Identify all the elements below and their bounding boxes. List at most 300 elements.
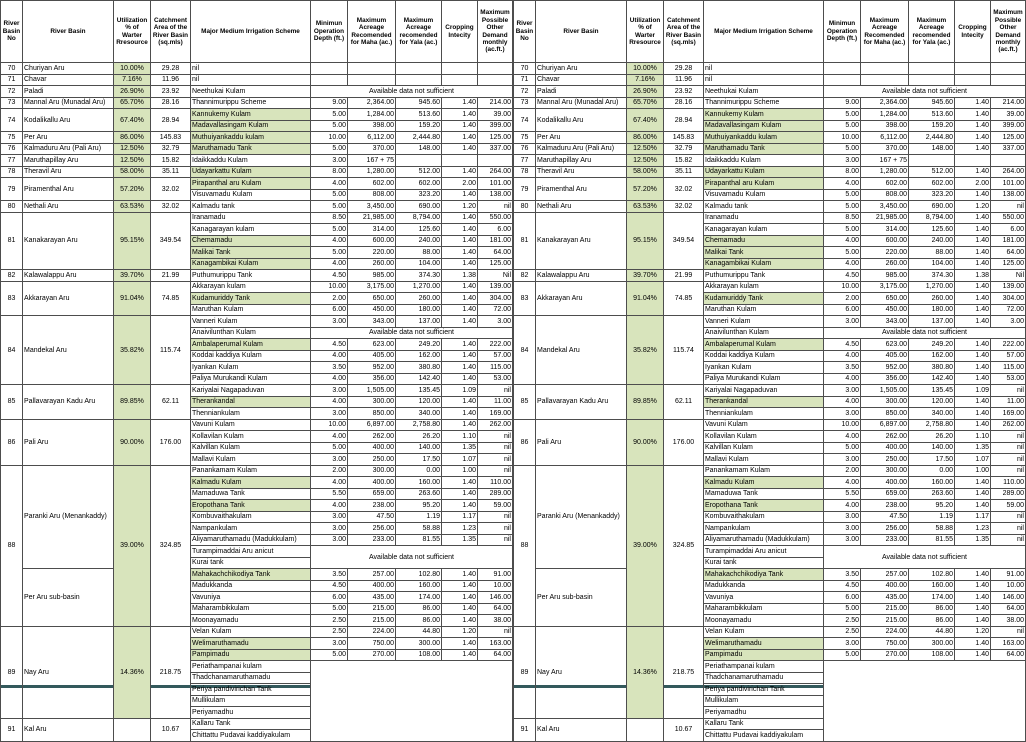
min-depth: 3.00 bbox=[311, 316, 348, 328]
catchment-area: 10.67 bbox=[664, 718, 704, 741]
basin-no: 79 bbox=[1, 178, 23, 201]
scheme-name: Vavuni Kulam bbox=[191, 419, 311, 431]
catchment-area: 32.02 bbox=[151, 201, 191, 213]
utilization: 12.50% bbox=[627, 155, 664, 167]
utilization: 10.00% bbox=[627, 63, 664, 75]
yala-acreage: 162.00 bbox=[909, 350, 955, 362]
col-header-8: Cropping Intecity bbox=[955, 1, 991, 63]
yala-acreage: 88.00 bbox=[909, 247, 955, 259]
other-demand: 38.00 bbox=[991, 615, 1026, 627]
scheme-name: Anaivilunthan Kulam bbox=[191, 327, 311, 339]
catchment-area: 32.02 bbox=[664, 201, 704, 213]
catchment-area: 23.92 bbox=[664, 86, 704, 98]
maha-acreage: 356.00 bbox=[348, 373, 396, 385]
yala-acreage: 95.20 bbox=[909, 500, 955, 512]
basin-no: 73 bbox=[514, 97, 536, 109]
scheme-name: Neethukai Kulam bbox=[191, 86, 311, 98]
maha-acreage: 262.00 bbox=[861, 431, 909, 443]
maha-acreage: 400.00 bbox=[861, 580, 909, 592]
maha-acreage: 300.00 bbox=[861, 396, 909, 408]
min-depth: 4.00 bbox=[311, 396, 348, 408]
min-depth: 2.00 bbox=[311, 293, 348, 305]
other-demand: 304.00 bbox=[478, 293, 513, 305]
table-row bbox=[514, 385, 1026, 397]
yala-acreage: 104.00 bbox=[909, 258, 955, 270]
yala-acreage bbox=[396, 74, 442, 86]
catchment-area: 21.99 bbox=[151, 270, 191, 282]
catchment-area: 28.94 bbox=[151, 109, 191, 132]
scheme-name: Thadchanamaruthamadu bbox=[191, 672, 311, 684]
basin-no: 70 bbox=[514, 63, 536, 75]
yala-acreage: 135.45 bbox=[396, 385, 442, 397]
basin-name: Chavar bbox=[536, 74, 627, 86]
maha-acreage: 1,280.00 bbox=[348, 166, 396, 178]
min-depth: 5.00 bbox=[824, 603, 861, 615]
scheme-name: Mamaduwa Tank bbox=[191, 488, 311, 500]
basin-no: 80 bbox=[514, 201, 536, 213]
yala-acreage: 160.00 bbox=[909, 580, 955, 592]
basin-no: 78 bbox=[1, 166, 23, 178]
other-demand: nil bbox=[478, 442, 513, 454]
col-header-9: Maximum Possible Other Demand monthly (ac.ft.) bbox=[478, 1, 513, 63]
maha-acreage bbox=[861, 74, 909, 86]
scheme-name: Thenniankulam bbox=[704, 408, 824, 420]
scheme-name: Pirapanthal aru Kulam bbox=[704, 178, 824, 190]
cropping-intensity: 1.00 bbox=[955, 465, 991, 477]
maha-acreage: 238.00 bbox=[861, 500, 909, 512]
scheme-name: Periya pandivirichan Tank bbox=[191, 684, 311, 696]
scheme-name: Moonayamadu bbox=[191, 615, 311, 627]
utilization: 58.00% bbox=[114, 166, 151, 178]
scheme-name: Kanagambikai Kulam bbox=[704, 258, 824, 270]
catchment-area: 176.00 bbox=[151, 419, 191, 465]
maha-acreage: 300.00 bbox=[861, 465, 909, 477]
nodata-note: Available data not sufficient bbox=[311, 327, 513, 339]
catchment-area: 29.28 bbox=[664, 63, 704, 75]
scheme-name: Muthuiyankaddu kulam bbox=[191, 132, 311, 144]
maha-acreage: 600.00 bbox=[348, 235, 396, 247]
yala-acreage: 0.00 bbox=[909, 465, 955, 477]
min-depth: 10.00 bbox=[824, 281, 861, 293]
basin-name: Mandekal Aru bbox=[536, 316, 627, 385]
basin-no: 88 bbox=[514, 465, 536, 626]
cropping-intensity: 1.10 bbox=[442, 431, 478, 443]
table-row bbox=[1, 178, 513, 190]
min-depth: 4.50 bbox=[824, 339, 861, 351]
maha-acreage: 21,985.00 bbox=[348, 212, 396, 224]
utilization bbox=[114, 718, 151, 741]
scheme-name: Moonayamadu bbox=[704, 615, 824, 627]
cropping-intensity: 1.40 bbox=[955, 281, 991, 293]
col-header-0: River Basin No bbox=[1, 1, 23, 63]
yala-acreage: 513.60 bbox=[396, 109, 442, 121]
other-demand: 64.00 bbox=[991, 247, 1026, 259]
utilization: 58.00% bbox=[627, 166, 664, 178]
other-demand: 91.00 bbox=[991, 569, 1026, 581]
other-demand: Nil bbox=[478, 270, 513, 282]
cropping-intensity: 1.40 bbox=[442, 362, 478, 374]
other-demand: nil bbox=[991, 385, 1026, 397]
maha-acreage: 250.00 bbox=[348, 454, 396, 466]
scheme-name: Kariyalai Nagapaduvan bbox=[191, 385, 311, 397]
cropping-intensity: 1.40 bbox=[955, 316, 991, 328]
scheme-name: Mahakachchikodiya Tank bbox=[704, 569, 824, 581]
basin-no: 89 bbox=[1, 626, 23, 718]
basin-no: 86 bbox=[1, 419, 23, 465]
yala-acreage: 300.00 bbox=[909, 638, 955, 650]
maha-acreage: 233.00 bbox=[348, 534, 396, 546]
scheme-name: Kallaru Tank bbox=[191, 718, 311, 730]
cropping-intensity: 1.40 bbox=[442, 132, 478, 144]
cropping-intensity: 1.40 bbox=[955, 143, 991, 155]
basin-name: Paladi bbox=[23, 86, 114, 98]
cropping-intensity: 1.40 bbox=[955, 615, 991, 627]
other-demand: 64.00 bbox=[991, 649, 1026, 661]
maha-acreage: 215.00 bbox=[348, 615, 396, 627]
other-demand bbox=[991, 63, 1026, 75]
other-demand: nil bbox=[478, 385, 513, 397]
basin-no: 82 bbox=[1, 270, 23, 282]
maha-acreage: 850.00 bbox=[861, 408, 909, 420]
scheme-name: Eropothana Tank bbox=[704, 500, 824, 512]
min-depth: 5.00 bbox=[311, 224, 348, 236]
cropping-intensity: 1.40 bbox=[955, 603, 991, 615]
table-row bbox=[514, 212, 1026, 224]
scheme-name: Visuvamadu Kulam bbox=[191, 189, 311, 201]
other-demand: 289.00 bbox=[991, 488, 1026, 500]
scheme-name: Iyankan Kulam bbox=[704, 362, 824, 374]
scheme-name: Therankandal bbox=[191, 396, 311, 408]
maha-acreage: 1,284.00 bbox=[348, 109, 396, 121]
cropping-intensity: 1.35 bbox=[442, 442, 478, 454]
cropping-intensity: 1.40 bbox=[442, 224, 478, 236]
scheme-name: Welimaruthamadu bbox=[704, 638, 824, 650]
scheme-name: nil bbox=[191, 63, 311, 75]
yala-acreage: 512.00 bbox=[909, 166, 955, 178]
yala-acreage: 945.60 bbox=[909, 97, 955, 109]
yala-acreage: 58.88 bbox=[909, 523, 955, 535]
yala-acreage: 374.30 bbox=[909, 270, 955, 282]
cropping-intensity: 1.40 bbox=[442, 97, 478, 109]
nodata-note: Available data not sufficient bbox=[311, 546, 513, 569]
yala-acreage: 26.20 bbox=[909, 431, 955, 443]
scheme-name: nil bbox=[704, 63, 824, 75]
basin-no: 79 bbox=[514, 178, 536, 201]
table-row bbox=[1, 419, 513, 431]
basin-no: 72 bbox=[1, 86, 23, 98]
yala-acreage: 512.00 bbox=[396, 166, 442, 178]
yala-acreage: 160.00 bbox=[396, 580, 442, 592]
yala-acreage: 240.00 bbox=[909, 235, 955, 247]
maha-acreage: 238.00 bbox=[348, 500, 396, 512]
col-header-7: Maximum Acreage recomended for Yala (ac.) bbox=[396, 1, 442, 63]
cropping-intensity: 1.40 bbox=[442, 212, 478, 224]
header-row bbox=[514, 1, 1026, 63]
scheme-name: nil bbox=[704, 74, 824, 86]
maha-acreage bbox=[861, 63, 909, 75]
other-demand: 64.00 bbox=[478, 649, 513, 661]
cropping-intensity: 1.40 bbox=[955, 649, 991, 661]
basin-name: Pali Aru bbox=[536, 419, 627, 465]
basin-name: Kalawalappu Aru bbox=[536, 270, 627, 282]
maha-acreage: 370.00 bbox=[348, 143, 396, 155]
yala-acreage: 263.60 bbox=[909, 488, 955, 500]
maha-acreage: 300.00 bbox=[348, 396, 396, 408]
catchment-area: 29.28 bbox=[151, 63, 191, 75]
min-depth: 5.00 bbox=[311, 603, 348, 615]
yala-acreage: 137.00 bbox=[396, 316, 442, 328]
min-depth: 4.00 bbox=[311, 500, 348, 512]
scheme-name: Kalmadu tank bbox=[704, 201, 824, 213]
other-demand: nil bbox=[478, 454, 513, 466]
yala-acreage: 86.00 bbox=[909, 603, 955, 615]
other-demand: 10.00 bbox=[478, 580, 513, 592]
yala-acreage: 26.20 bbox=[396, 431, 442, 443]
cropping-intensity: 1.40 bbox=[955, 235, 991, 247]
other-demand: 125.00 bbox=[478, 132, 513, 144]
other-demand: nil bbox=[991, 454, 1026, 466]
table-row bbox=[514, 281, 1026, 293]
yala-acreage bbox=[396, 63, 442, 75]
yala-acreage: 690.00 bbox=[909, 201, 955, 213]
yala-acreage: 945.60 bbox=[396, 97, 442, 109]
table-row bbox=[514, 270, 1026, 282]
cropping-intensity: 1.40 bbox=[442, 373, 478, 385]
table-row bbox=[1, 143, 513, 155]
min-depth: 4.00 bbox=[824, 396, 861, 408]
cropping-intensity: 1.40 bbox=[442, 488, 478, 500]
scheme-name: Vavuniya bbox=[704, 592, 824, 604]
table-row bbox=[1, 626, 513, 638]
utilization: 57.20% bbox=[627, 178, 664, 201]
maha-acreage: 405.00 bbox=[348, 350, 396, 362]
cropping-intensity: 1.40 bbox=[955, 373, 991, 385]
scheme-name: Periyamadhu bbox=[191, 707, 311, 719]
table-row bbox=[1, 385, 513, 397]
yala-acreage: 140.00 bbox=[909, 442, 955, 454]
min-depth bbox=[311, 74, 348, 86]
min-depth: 5.00 bbox=[824, 247, 861, 259]
basin-no: 81 bbox=[1, 212, 23, 270]
scheme-name: Thannimurippu Scheme bbox=[191, 97, 311, 109]
min-depth: 5.00 bbox=[311, 201, 348, 213]
maha-acreage: 260.00 bbox=[348, 258, 396, 270]
other-demand: 214.00 bbox=[991, 97, 1026, 109]
min-depth: 2.00 bbox=[824, 465, 861, 477]
col-header-5: Minimun Operation Depth (ft.) bbox=[311, 1, 348, 63]
basin-name: Chavar bbox=[23, 74, 114, 86]
utilization: 26.90% bbox=[627, 86, 664, 98]
scheme-name: Malikai Tank bbox=[191, 247, 311, 259]
yala-acreage: 180.00 bbox=[396, 304, 442, 316]
other-demand: 115.00 bbox=[478, 362, 513, 374]
cropping-intensity: 1.40 bbox=[955, 166, 991, 178]
catchment-area: 62.11 bbox=[664, 385, 704, 420]
table-row bbox=[1, 212, 513, 224]
scheme-name: Panankamam Kulam bbox=[704, 465, 824, 477]
maha-acreage: 6,897.00 bbox=[348, 419, 396, 431]
utilization: 91.04% bbox=[114, 281, 151, 316]
yala-acreage: 174.00 bbox=[396, 592, 442, 604]
scheme-name: Vanneri Kulam bbox=[704, 316, 824, 328]
other-demand bbox=[478, 74, 513, 86]
maha-acreage: 6,112.00 bbox=[348, 132, 396, 144]
river-basin-table-right bbox=[513, 0, 1026, 742]
scheme-name: Kallaru Tank bbox=[704, 718, 824, 730]
other-demand: 139.00 bbox=[991, 281, 1026, 293]
other-demand: 38.00 bbox=[478, 615, 513, 627]
scheme-name: Vanneri Kulam bbox=[191, 316, 311, 328]
basin-no: 70 bbox=[1, 63, 23, 75]
utilization: 57.20% bbox=[114, 178, 151, 201]
maha-acreage: 398.00 bbox=[348, 120, 396, 132]
maha-acreage: 300.00 bbox=[348, 465, 396, 477]
maha-acreage: 952.00 bbox=[348, 362, 396, 374]
scheme-name: Kurai tank bbox=[704, 557, 824, 569]
maha-acreage: 952.00 bbox=[861, 362, 909, 374]
basin-no: 71 bbox=[514, 74, 536, 86]
scheme-name: Anaivilunthan Kulam bbox=[704, 327, 824, 339]
yala-acreage: 108.00 bbox=[909, 649, 955, 661]
yala-acreage: 1.19 bbox=[396, 511, 442, 523]
yala-acreage: 160.00 bbox=[909, 477, 955, 489]
cropping-intensity: 1.40 bbox=[955, 120, 991, 132]
basin-name: Pali Aru bbox=[23, 419, 114, 465]
yala-acreage: 120.00 bbox=[909, 396, 955, 408]
basin-name: Paladi bbox=[536, 86, 627, 98]
other-demand: 139.00 bbox=[478, 281, 513, 293]
table-row bbox=[514, 97, 1026, 109]
catchment-area: 115.74 bbox=[151, 316, 191, 385]
cropping-intensity: 1.40 bbox=[442, 258, 478, 270]
table-row bbox=[514, 143, 1026, 155]
cropping-intensity: 1.40 bbox=[442, 603, 478, 615]
basin-no: 75 bbox=[1, 132, 23, 144]
scheme-name: Kanagarayan kulam bbox=[704, 224, 824, 236]
yala-acreage: 374.30 bbox=[396, 270, 442, 282]
min-depth: 2.50 bbox=[311, 615, 348, 627]
yala-acreage: 0.00 bbox=[396, 465, 442, 477]
scheme-name: Kalmadu tank bbox=[191, 201, 311, 213]
table-row bbox=[1, 132, 513, 144]
min-depth: 3.50 bbox=[311, 362, 348, 374]
yala-acreage: 2,758.80 bbox=[909, 419, 955, 431]
scheme-name: Maruthamadu Tank bbox=[191, 143, 311, 155]
yala-acreage: 300.00 bbox=[396, 638, 442, 650]
maha-acreage: 215.00 bbox=[348, 603, 396, 615]
scheme-name: Vavuniya bbox=[191, 592, 311, 604]
utilization: 95.15% bbox=[114, 212, 151, 270]
maha-acreage: 3,450.00 bbox=[861, 201, 909, 213]
min-depth: 5.50 bbox=[824, 488, 861, 500]
col-header-2: Utilization % of Warter Rresource bbox=[114, 1, 151, 63]
min-depth: 10.00 bbox=[311, 281, 348, 293]
yala-acreage: 142.40 bbox=[909, 373, 955, 385]
scheme-name: Pampimadu bbox=[191, 649, 311, 661]
basin-name: Theravil Aru bbox=[536, 166, 627, 178]
basin-name: Churiyan Aru bbox=[23, 63, 114, 75]
scheme-name: Udayarkattu Kulam bbox=[704, 166, 824, 178]
basin-name: Akkarayan Aru bbox=[23, 281, 114, 316]
min-depth: 3.00 bbox=[824, 408, 861, 420]
table-row bbox=[514, 569, 1026, 581]
scheme-name: Chittattu Pudavai kaddiyakulam bbox=[704, 730, 824, 742]
maha-acreage: 400.00 bbox=[348, 477, 396, 489]
yala-acreage: 159.20 bbox=[396, 120, 442, 132]
min-depth: 5.00 bbox=[311, 120, 348, 132]
col-header-2: Utilization % of Warter Rresource bbox=[627, 1, 664, 63]
yala-acreage: 8,794.00 bbox=[396, 212, 442, 224]
yala-acreage: 44.80 bbox=[909, 626, 955, 638]
cropping-intensity: 1.40 bbox=[955, 350, 991, 362]
other-demand: 550.00 bbox=[991, 212, 1026, 224]
yala-acreage: 690.00 bbox=[396, 201, 442, 213]
basin-name: Akkarayan Aru bbox=[536, 281, 627, 316]
min-depth: 3.50 bbox=[311, 569, 348, 581]
scheme-name: Kannukemy Kulam bbox=[704, 109, 824, 121]
cropping-intensity: 1.23 bbox=[955, 523, 991, 535]
min-depth bbox=[824, 63, 861, 75]
scheme-name: Muthuiyankaddu kulam bbox=[704, 132, 824, 144]
table-row bbox=[1, 569, 513, 581]
utilization: 12.50% bbox=[627, 143, 664, 155]
maha-acreage: 21,985.00 bbox=[861, 212, 909, 224]
basin-no: 74 bbox=[1, 109, 23, 132]
catchment-area: 349.54 bbox=[151, 212, 191, 270]
yala-acreage: 148.00 bbox=[396, 143, 442, 155]
utilization: 89.85% bbox=[114, 385, 151, 420]
scheme-name: Neethukai Kulam bbox=[704, 86, 824, 98]
maha-acreage: 270.00 bbox=[861, 649, 909, 661]
scheme-name: Koddai kaddiya Kulam bbox=[704, 350, 824, 362]
scheme-name: Thenniankulam bbox=[191, 408, 311, 420]
other-demand: 57.00 bbox=[991, 350, 1026, 362]
catchment-area: 11.96 bbox=[151, 74, 191, 86]
blank-region bbox=[824, 661, 1026, 742]
utilization: 7.16% bbox=[627, 74, 664, 86]
min-depth: 5.00 bbox=[824, 120, 861, 132]
cropping-intensity: 1.40 bbox=[955, 580, 991, 592]
other-demand: 39.00 bbox=[991, 109, 1026, 121]
scheme-name: Madukkanda bbox=[191, 580, 311, 592]
table-row bbox=[1, 86, 513, 98]
min-depth: 3.00 bbox=[824, 523, 861, 535]
scheme-name: Nampankulam bbox=[704, 523, 824, 535]
yala-acreage: 108.00 bbox=[396, 649, 442, 661]
scheme-name: Idaikkaddu Kulam bbox=[191, 155, 311, 167]
scheme-name: Malikai Tank bbox=[704, 247, 824, 259]
other-demand: 304.00 bbox=[991, 293, 1026, 305]
other-demand: nil bbox=[991, 442, 1026, 454]
maha-acreage: 623.00 bbox=[348, 339, 396, 351]
other-demand: 110.00 bbox=[478, 477, 513, 489]
yala-acreage: 340.00 bbox=[909, 408, 955, 420]
utilization: 12.50% bbox=[114, 143, 151, 155]
table-row bbox=[514, 626, 1026, 638]
yala-acreage: 240.00 bbox=[396, 235, 442, 247]
scheme-name: Paliya Murukandi Kulam bbox=[704, 373, 824, 385]
scheme-name: Kannukemy Kulam bbox=[191, 109, 311, 121]
basin-name: Kalawalappu Aru bbox=[23, 270, 114, 282]
cropping-intensity: 1.38 bbox=[442, 270, 478, 282]
min-depth: 3.00 bbox=[824, 511, 861, 523]
other-demand bbox=[478, 63, 513, 75]
yala-acreage bbox=[909, 155, 955, 167]
other-demand: 53.00 bbox=[478, 373, 513, 385]
table-row bbox=[1, 270, 513, 282]
cropping-intensity: 1.40 bbox=[955, 500, 991, 512]
other-demand: 146.00 bbox=[991, 592, 1026, 604]
